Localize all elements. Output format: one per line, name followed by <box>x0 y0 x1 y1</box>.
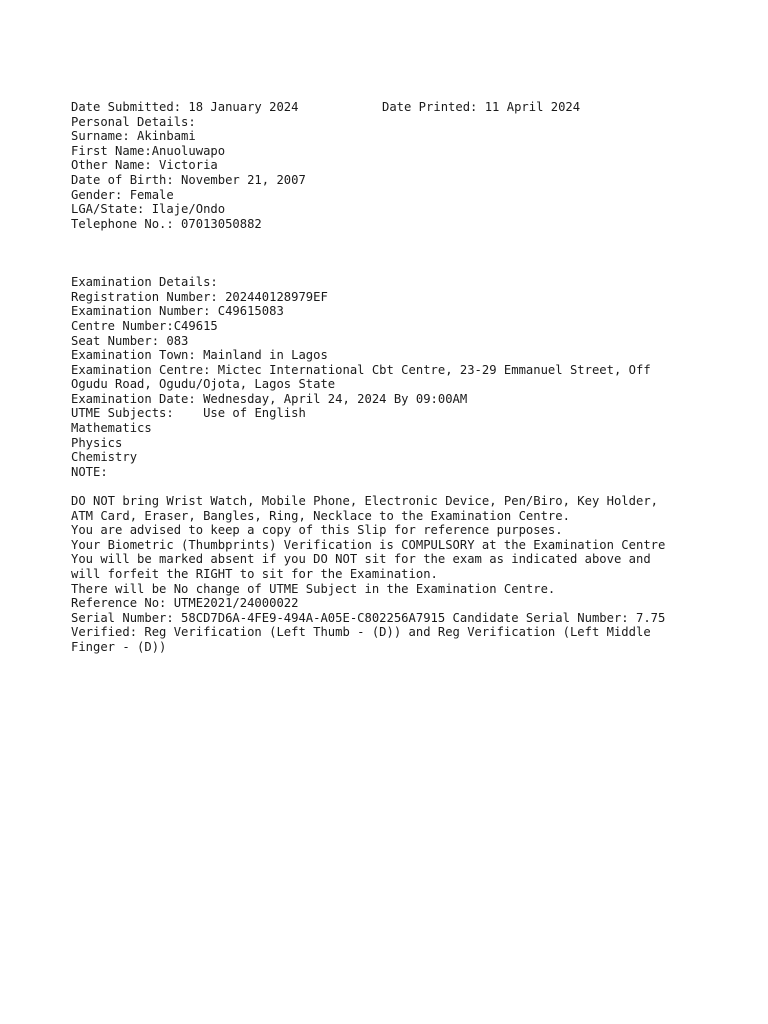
examination-number: Examination Number: C49615083 <box>71 304 284 319</box>
subject-item: Use of English <box>203 406 306 421</box>
registration-number: Registration Number: 202440128979EF <box>71 289 328 304</box>
centre-number: Centre Number:C49615 <box>71 318 218 333</box>
utme-subjects-row <box>71 406 711 421</box>
header-row <box>71 100 711 115</box>
note-line: You are advised to keep a copy of this Slip for reference purposes. <box>71 523 563 538</box>
date-of-birth: Date of Birth: November 21, 2007 <box>71 172 306 187</box>
note-line: There will be No change of UTME Subject in the Examination Centre. <box>71 581 556 596</box>
first-name: First Name:Anuoluwapo <box>71 143 226 158</box>
personal-details-heading: Personal Details: <box>71 114 196 129</box>
subject-item: Chemistry <box>71 450 138 465</box>
gender: Gender: Female <box>71 187 174 202</box>
examination-date: Examination Date: Wednesday, April 24, 2024 By 09:00AM <box>71 391 468 406</box>
note-line: Your Biometric (Thumbprints) Verification is COMPULSORY at the Examination Centre <box>71 537 666 552</box>
date-submitted: Date Submitted: 18 January 2024 <box>71 100 299 114</box>
date-printed: Date Printed: 11 April 2024 <box>382 100 581 114</box>
spacer <box>71 479 711 494</box>
telephone: Telephone No.: 07013050882 <box>71 216 262 231</box>
utme-subjects-label: UTME Subjects: <box>71 406 174 421</box>
note-line: will forfeit the RIGHT to sit for the Examination. <box>71 567 438 582</box>
lga-state: LGA/State: Ilaje/Ondo <box>71 202 226 217</box>
verified-line-2: Finger - (D)) <box>71 639 167 654</box>
reference-number: Reference No: UTME2021/24000022 <box>71 596 299 611</box>
subject-item: Physics <box>71 435 123 450</box>
examination-details-heading: Examination Details: <box>71 275 218 290</box>
spacer <box>71 231 711 275</box>
surname: Surname: Akinbami <box>71 129 196 144</box>
examination-centre-line-2: Ogudu Road, Ogudu/Ojota, Lagos State <box>71 377 336 392</box>
serial-number: Serial Number: 58CD7D6A-4FE9-494A-A05E-C802256A7915 Candidate Serial Number: 7.75 <box>71 610 666 625</box>
other-name: Other Name: Victoria <box>71 158 218 173</box>
note-label: NOTE: <box>71 464 108 479</box>
note-line: DO NOT bring Wrist Watch, Mobile Phone, Electronic Device, Pen/Biro, Key Holder, <box>71 494 658 509</box>
examination-town: Examination Town: Mainland in Lagos <box>71 348 328 363</box>
subject-item: Mathematics <box>71 421 152 436</box>
seat-number: Seat Number: 083 <box>71 333 189 348</box>
examination-centre-line-1: Examination Centre: Mictec International Cbt Centre, 23-29 Emmanuel Street, Off <box>71 362 651 377</box>
exam-slip <box>71 100 711 655</box>
note-line: ATM Card, Eraser, Bangles, Ring, Necklace to the Examination Centre. <box>71 508 570 523</box>
verified-line-1: Verified: Reg Verification (Left Thumb - (D)) and Reg Verification (Left Middle <box>71 625 651 640</box>
note-line: You will be marked absent if you DO NOT sit for the exam as indicated above and <box>71 552 651 567</box>
